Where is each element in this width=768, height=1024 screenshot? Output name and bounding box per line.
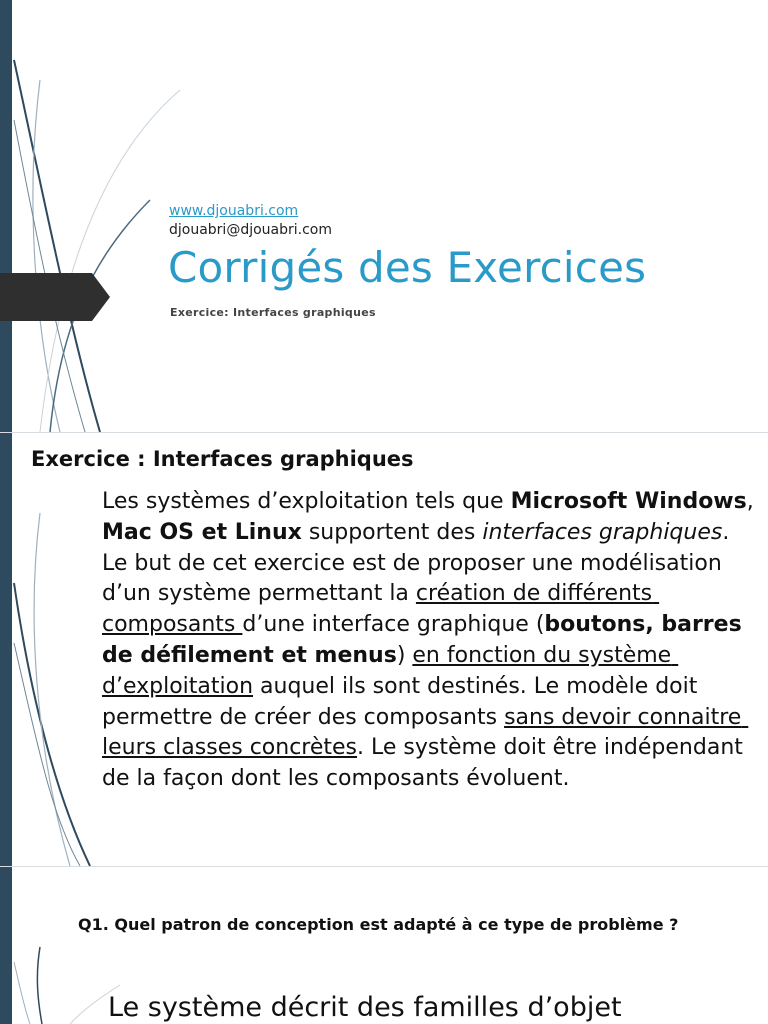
paragraph-run: sans devoir connaitre leurs classes concrètes — [102, 704, 749, 761]
paragraph-run: boutons, barres de défilement et menus — [102, 612, 750, 668]
paragraph-run: d’une interface graphique ( — [242, 612, 545, 638]
decorative-curves — [0, 867, 120, 1024]
question-text: Q1. Quel patron de conception est adapté à ce type de problème ? — [78, 915, 679, 934]
paragraph-run: . Le système doit être indépendant de la façon dont les composants évoluent. — [102, 735, 750, 792]
website-link[interactable]: www.djouabri.com — [169, 203, 299, 219]
slide-subtitle: Exercice: Interfaces graphiques — [170, 306, 376, 319]
question-slide — [0, 867, 768, 1024]
answer-text: Le système décrit des familles d’objet — [108, 992, 622, 1023]
paragraph-run: ) — [396, 642, 413, 668]
email-text: djouabri@djouabri.com — [169, 222, 333, 238]
exercise-paragraph — [102, 487, 761, 795]
paragraph-run: , — [746, 489, 761, 514]
paragraph-run: en fonction du système d’exploitation — [102, 642, 679, 699]
title-arrow-shape — [0, 273, 112, 323]
paragraph-run: Mac OS et Linux — [102, 519, 302, 545]
paragraph-run: auquel ils sont destinés. Le modèle doit permettre de créer des composants — [102, 673, 705, 730]
paragraph-run: Les systèmes d’exploitation tels que — [102, 489, 511, 514]
paragraph-run: Microsoft Windows — [510, 489, 747, 514]
paragraph-run: interfaces graphiques — [482, 519, 723, 545]
paragraph-run: . Le but de cet exercice est de proposer une modélisation d’un système permettant la — [102, 519, 737, 607]
exercise-slide — [0, 433, 768, 866]
paragraph-run: supportent des — [301, 519, 483, 545]
slide-title: Corrigés des Exercices — [168, 243, 647, 292]
exercise-heading: Exercice : Interfaces graphiques — [31, 447, 414, 471]
paragraph-run: création de différents composants — [102, 581, 660, 638]
title-slide — [0, 0, 768, 432]
